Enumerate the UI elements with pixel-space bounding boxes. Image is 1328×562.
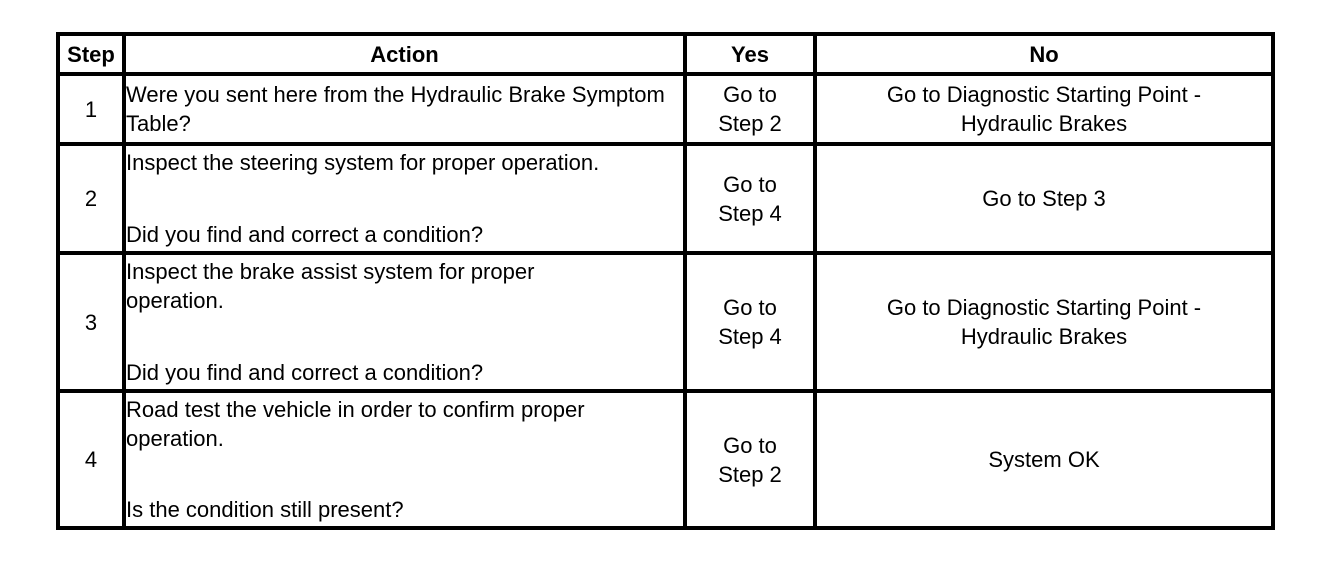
action-cell: [124, 74, 685, 144]
no-cell: [815, 144, 1273, 253]
header-row: [58, 34, 1273, 74]
table-row: [58, 391, 1273, 528]
yes-cell: [685, 391, 815, 528]
action-text: Inspect the brake assist system for proper operation.: [126, 259, 535, 313]
diagnostic-table: [56, 32, 1275, 530]
action-cell: [124, 253, 685, 391]
no-cell: [815, 391, 1273, 528]
action-cell: [124, 391, 685, 528]
no-link[interactable]: Go to Diagnostic Starting Point - Hydraulic Brakes: [886, 295, 1202, 349]
action-text: Road test the vehicle in order to confirm proper operation.: [126, 397, 585, 451]
no-cell: [815, 253, 1273, 391]
step-number: 1: [58, 74, 124, 144]
step-number: 4: [58, 391, 124, 528]
action-text: Inspect the steering system for proper operation.: [126, 150, 600, 175]
no-link[interactable]: Go to Diagnostic Starting Point - Hydraulic Brakes: [886, 82, 1202, 136]
yes-link[interactable]: Go to Step 2: [718, 432, 782, 487]
no-link[interactable]: Go to Step 3: [982, 186, 1106, 211]
step-number: 2: [58, 144, 124, 253]
header-no: No: [815, 34, 1273, 74]
yes-cell: [685, 144, 815, 253]
no-cell: [815, 74, 1273, 144]
action-question: Did you find and correct a condition?: [126, 222, 484, 247]
header-step: Step: [58, 34, 124, 74]
table-row: [58, 144, 1273, 253]
yes-link[interactable]: Go to Step 4: [718, 171, 782, 226]
yes-link[interactable]: Go to Step 4: [718, 295, 782, 349]
step-number: 3: [58, 253, 124, 391]
no-link[interactable]: System OK: [988, 447, 1100, 472]
header-yes: Yes: [685, 34, 815, 74]
header-action: Action: [124, 34, 685, 74]
action-question: Is the condition still present?: [126, 497, 404, 522]
action-text: Were you sent here from the Hydraulic Brake Symptom Table?: [126, 82, 665, 136]
yes-cell: [685, 253, 815, 391]
yes-link[interactable]: Go to Step 2: [718, 82, 782, 136]
table-row: [58, 74, 1273, 144]
action-cell: [124, 144, 685, 253]
table-row: [58, 253, 1273, 391]
action-question: Did you find and correct a condition?: [126, 360, 484, 385]
yes-cell: [685, 74, 815, 144]
